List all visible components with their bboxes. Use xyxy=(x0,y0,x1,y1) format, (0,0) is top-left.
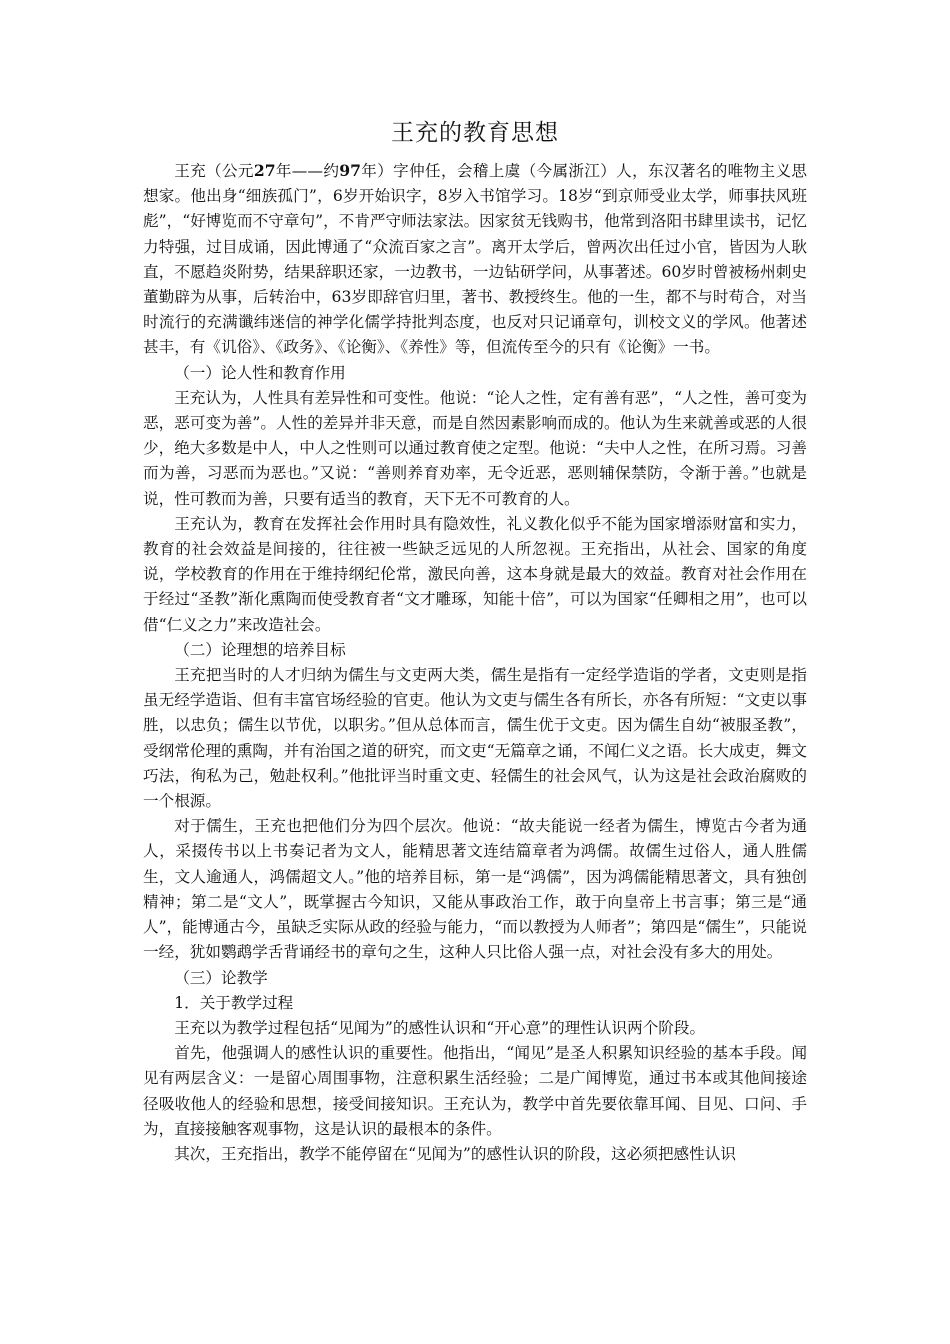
paragraph: 王充认为，教育在发挥社会作用时具有隐效性，礼义教化似乎不能为国家增添财富和实力，教育的社会效益是间接的，往往被一些缺乏远见的人所忽视。王充指出，从社会、国家的角度说，学校教育的作用在于维持纲纪伦常，激民向善，这本身就是最大的效益。教育对社会作用在于经过“圣教”渐化熏陶而使受教育者“文才雕琢，知能十倍”，可以为国家“任卿相之用”，也可以借“仁义之力”来改造社会。 xyxy=(143,514,807,634)
intro-year-start: 27 xyxy=(253,161,276,180)
section-heading-teaching: （三）论教学 xyxy=(174,968,268,987)
intro-text-2: 年——约 xyxy=(275,162,340,180)
intro-year-end: 97 xyxy=(339,161,361,180)
paragraph: 其次，王充指出，教学不能停留在“见闻为”的感性认识的阶段，这必须把感性认识 xyxy=(174,1144,736,1163)
subsection-heading-teaching-process: 1．关于教学过程 xyxy=(174,993,294,1012)
document-page xyxy=(143,112,807,1167)
paragraph: 王充把当时的人才归纳为儒生与文吏两大类，儒生是指有一定经学造诣的学者，文吏则是指虽无经学造诣、但有丰富官场经验的官吏。他认为文吏与儒生各有所长，亦各有所短：“文吏以事胜，以忠负；儒生以节优，以职劣。”但从总体而言，儒生优于文吏。因为儒生自幼“被服圣教”，受纲常伦理的熏陶，并有治国之道的研究，而文吏“无篇章之诵，不闻仁义之语。长大成吏，舞文巧法，徇私为己，勉赴权利。”他批评当时重文吏、轻儒生的社会风气，认为这是社会政治腐败的一个根源。 xyxy=(143,666,807,811)
document-title: 王充的教育思想 xyxy=(391,120,559,146)
section-heading-human-nature: （一）论人性和教育作用 xyxy=(174,363,346,382)
paragraph: 王充以为教学过程包括“见闻为”的感性认识和“开心意”的理性认识两个阶段。 xyxy=(174,1018,706,1037)
intro-text-1: 王充（公元 xyxy=(174,162,254,180)
intro-text-3: 年）字仲任，会稽上虞（今属浙江）人，东汉著名的唯物主义思想家。他出身“细族孤门”，6岁开始识字，8岁入书馆学习。18岁“到京师受业太学，师事扶风班彪”，“好博览而不守章句”，不肯严守师法家法。因家贫无钱购书，他常到洛阳书肆里读书，记忆力特强，过目成诵，因此博通了“众流百家之言”。离开太学后，曾两次出任过小官，皆因为人耿直，不愿趋炎附势，结果辞职还家，一边教书，一边钻研学问，从事著述。60岁时曾被杨州刺史董勤辟为从事，后转治中，63岁即辞官归里，著书、教授终生。他的一生，都不与时苟合，对当时流行的充满谶纬迷信的神学化儒学持批判态度，也反对只记诵章句，训校文义的学风。他著述甚丰，有《讥俗》、《政务》、《论衡》、《养性》等，但流传至今的只有《论衡》一书。 xyxy=(143,162,807,357)
section-heading-training-goals: （二）论理想的培养目标 xyxy=(174,640,346,659)
paragraph: 首先，他强调人的感性认识的重要性。他指出，“闻见”是圣人积累知识经验的基本手段。闻见有两层含义：一是留心周围事物，注意积累生活经验；二是广闻博览，通过书本或其他间接途径吸收他人的经验和思想，接受间接知识。王充认为，教学中首先要依靠耳闻、目见、口问、手为，直接接触客观事物，这是认识的最根本的条件。 xyxy=(143,1044,807,1138)
paragraph: 王充认为，人性具有差异性和可变性。他说：“论人之性，定有善有恶”，“人之性，善可变为恶，恶可变为善”。人性的差异并非天意，而是自然因素影响而成的。他认为生来就善或恶的人很少，绝大多数是中人，中人之性则可以通过教育使之定型。他说：“夫中人之性，在所习焉。习善而为善，习恶而为恶也。”又说：“善则养育劝率，无令近恶，恶则辅保禁防，令渐于善。”也就是说，性可教而为善，只要有适当的教育，天下无不可教育的人。 xyxy=(143,388,807,508)
intro-paragraph xyxy=(143,158,807,361)
paragraph: 对于儒生，王充也把他们分为四个层次。他说：“故夫能说一经者为儒生，博览古今者为通人，采掇传书以上书奏记者为文人，能精思著文连结篇章者为鸿儒。故儒生过俗人，通人胜儒生，文人逾通人，鸿儒超文人。”他的培养目标，第一是“鸿儒”，因为鸿儒能精思著文，具有独创精神；第二是“文人”，既掌握古今知识，又能从事政治工作，敢于向皇帝上书言事；第三是“通人”，能博通古今，虽缺乏实际从政的经验与能力，“而以教授为人师者”；第四是“儒生”，只能说一经，犹如鹦鹉学舌背诵经书的章句之生，这种人只比俗人强一点，对社会没有多大的用处。 xyxy=(143,817,807,962)
